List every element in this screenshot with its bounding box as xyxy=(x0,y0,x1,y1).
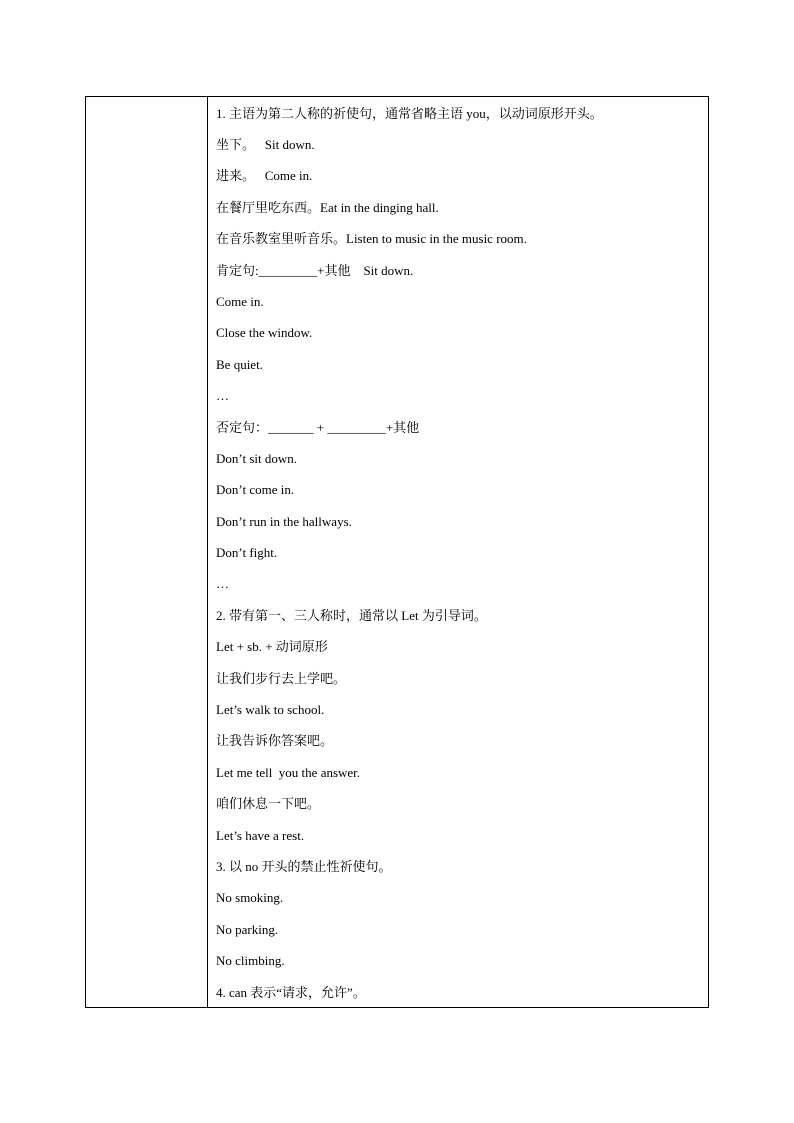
text-line: Don’t sit down. xyxy=(216,451,298,466)
text-line: 让我告诉你答案吧。 xyxy=(216,733,334,748)
text-line: Come in. xyxy=(216,294,264,309)
text-line: 肯定句:_________+其他 Sit down. xyxy=(216,263,414,278)
text-line: 在音乐教室里听音乐。Listen to music in the music room. xyxy=(216,231,527,246)
text-line: Let’s walk to school. xyxy=(216,702,325,717)
text-line: … xyxy=(216,576,229,591)
text-line: Let’s have a rest. xyxy=(216,828,305,843)
text-line: 4. can 表示“请求，允许”。 xyxy=(216,985,366,1000)
text-line: 坐下。 Sit down. xyxy=(216,137,315,152)
text-line: 1. 主语为第二人称的祈使句，通常省略主语 you，以动词原形开头。 xyxy=(216,106,603,121)
text-line: 进来。 Come in. xyxy=(216,168,313,183)
text-line: 3. 以 no 开头的禁止性祈使句。 xyxy=(216,859,392,874)
text-line: Close the window. xyxy=(216,325,313,340)
text-line: … xyxy=(216,388,229,403)
text-line: Let + sb. + 动词原形 xyxy=(216,639,328,654)
text-line: No parking. xyxy=(216,922,279,937)
text-line: No climbing. xyxy=(216,953,285,968)
text-line: 让我们步行去上学吧。 xyxy=(216,671,347,686)
text-line: 2. 带有第一、三人称时，通常以 Let 为引导词。 xyxy=(216,608,487,623)
text-line: Be quiet. xyxy=(216,357,263,372)
text-line: Don’t come in. xyxy=(216,482,295,497)
text-line: No smoking. xyxy=(216,890,284,905)
text-line: Don’t fight. xyxy=(216,545,278,560)
table-left-cell xyxy=(86,97,208,1007)
document-table xyxy=(85,96,709,1008)
text-line: 咱们休息一下吧。 xyxy=(216,796,321,811)
text-line: Let me tell you the answer. xyxy=(216,765,361,780)
text-line: 在餐厅里吃东西。Eat in the dinging hall. xyxy=(216,200,439,215)
text-line: 否定句：_______ + _________+其他 xyxy=(216,420,420,435)
text-line: Don’t run in the hallways. xyxy=(216,514,352,529)
table-content-cell xyxy=(208,97,708,1007)
